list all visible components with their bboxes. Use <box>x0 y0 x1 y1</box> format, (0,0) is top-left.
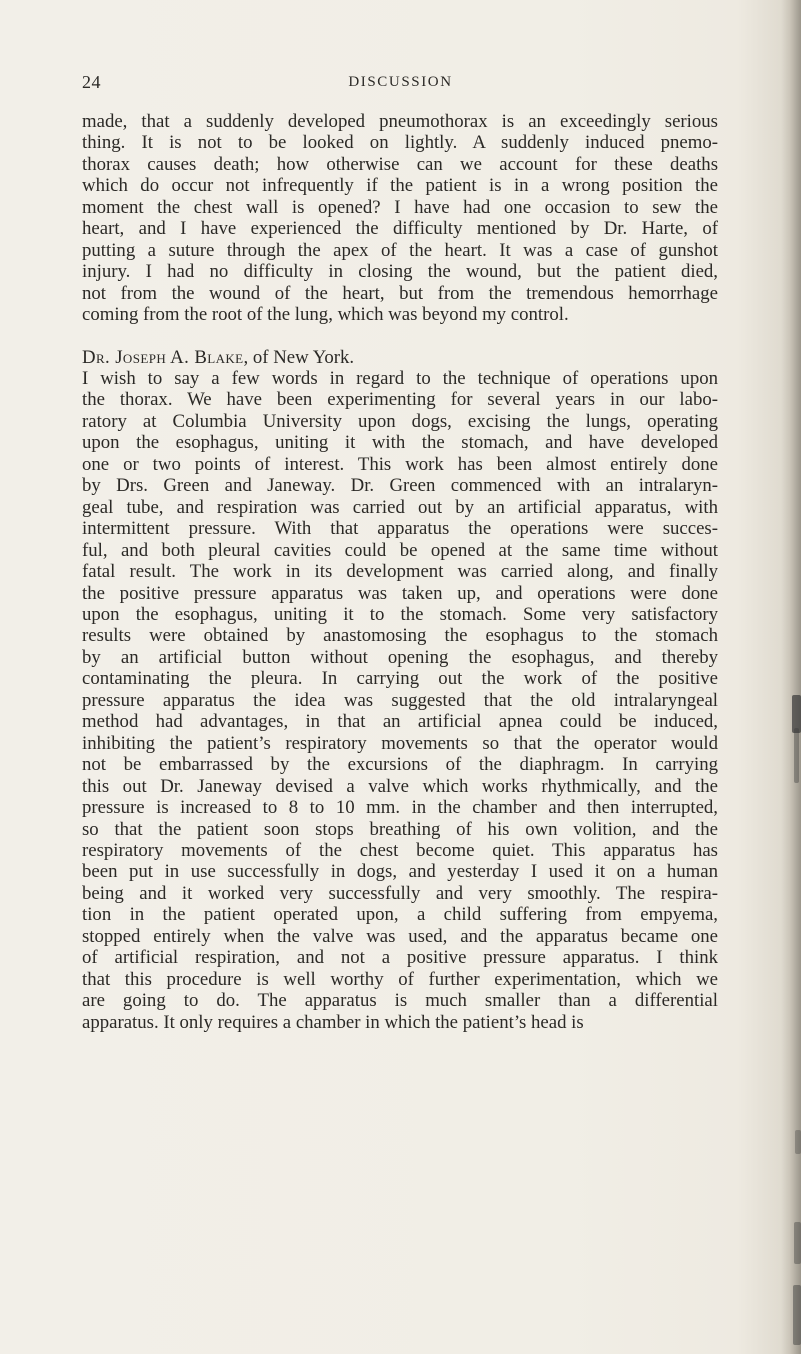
page-edge-mark <box>794 1222 801 1264</box>
page-edge-mark <box>795 1130 801 1154</box>
paragraph-gap <box>82 326 718 347</box>
text-line: apparatus. It only requires a chamber in which the patient’s head is <box>82 1011 584 1033</box>
text-line: coming from the root of the lung, which was beyond my control. <box>82 304 569 326</box>
text-line: this out Dr. Janeway devised a valve which works rhythmically, and the <box>82 775 718 797</box>
text-line: pressure is increased to 8 to 10 mm. in the chamber and then interrupted, <box>82 797 718 819</box>
text-line: tion in the patient operated upon, a child suffering from empyema, <box>82 904 718 926</box>
body-text <box>82 111 718 1033</box>
paragraph <box>82 111 718 326</box>
text-line: ratory at Columbia University upon dogs, excising the lungs, operating <box>82 410 718 432</box>
text-line: injury. I had no difficulty in closing the wound, but the patient died, <box>82 261 718 283</box>
speaker-affiliation: , of New York. <box>243 346 355 368</box>
text-line: by an artificial button without opening the esophagus, and thereby <box>82 646 718 668</box>
text-line: of artificial respiration, and not a positive pressure apparatus. I think <box>82 947 718 969</box>
text-line: the positive pressure apparatus was taken up, and operations were done <box>82 582 718 604</box>
text-line: so that the patient soon stops breathing of his own volition, and the <box>82 818 718 840</box>
paragraph <box>82 368 718 1033</box>
text-line: upon the esophagus, uniting it to the stomach. Some very satisfactory <box>82 603 718 625</box>
text-line: which do occur not infrequently if the patient is in a wrong position the <box>82 175 718 197</box>
speaker-name: Dr. Joseph A. Blake <box>82 346 244 368</box>
page-edge-mark <box>793 1285 801 1345</box>
text-line: made, that a suddenly developed pneumothorax is an exceedingly serious <box>82 111 718 132</box>
text-line: not be embarrassed by the excursions of the diaphragm. In carrying <box>82 754 718 776</box>
text-line: heart, and I have experienced the difficulty mentioned by Dr. Harte, of <box>82 218 718 240</box>
text-line: pressure apparatus the idea was suggested that the old intralaryngeal <box>82 689 718 711</box>
text-line: I wish to say a few words in regard to the technique of operations upon <box>82 367 718 389</box>
text-line: ful, and both pleural cavities could be opened at the same time without <box>82 539 718 561</box>
text-line: upon the esophagus, uniting it with the stomach, and have developed <box>82 432 718 454</box>
text-line: moment the chest wall is opened? I have had one occasion to sew the <box>82 196 718 218</box>
text-line: respiratory movements of the chest become quiet. This apparatus has <box>82 839 718 861</box>
text-line: by Drs. Green and Janeway. Dr. Green commenced with an intralaryn- <box>82 475 718 497</box>
text-line: fatal result. The work in its development was carried along, and finally <box>82 561 718 583</box>
text-line: inhibiting the patient’s respiratory movements so that the operator would <box>82 732 718 754</box>
speaker-line <box>82 347 718 368</box>
text-line: been put in use successfully in dogs, and yesterday I used it on a human <box>82 861 718 883</box>
text-line: are going to do. The apparatus is much smaller than a differential <box>82 990 718 1012</box>
text-line: method had advantages, in that an artificial apnea could be induced, <box>82 711 718 733</box>
text-line: putting a suture through the apex of the heart. It was a case of gunshot <box>82 239 718 261</box>
text-line: thorax causes death; how otherwise can we account for these deaths <box>82 153 718 175</box>
text-line: that this procedure is well worthy of further experimentation, which we <box>82 968 718 990</box>
text-line: stopped entirely when the valve was used, and the apparatus became one <box>82 925 718 947</box>
text-line: the thorax. We have been experimenting for several years in our labo- <box>82 389 718 411</box>
text-line: being and it worked very successfully and very smoothly. The respira- <box>82 882 718 904</box>
text-line: results were obtained by anastomosing the esophagus to the stomach <box>82 625 718 647</box>
text-line: contaminating the pleura. In carrying out the work of the positive <box>82 668 718 690</box>
page-number: 24 <box>82 72 101 92</box>
text-line: thing. It is not to be looked on lightly. A suddenly induced pnemo- <box>82 132 718 154</box>
text-line: intermittent pressure. With that apparatus the operations were succes- <box>82 518 718 540</box>
running-head: DISCUSSION <box>348 74 453 90</box>
text-line: not from the wound of the heart, but from the tremendous hemorrhage <box>82 282 718 304</box>
page-edge-mark <box>794 728 799 783</box>
text-line: one or two points of interest. This work has been almost entirely done <box>82 453 718 475</box>
text-line: geal tube, and respiration was carried out by an artificial apparatus, with <box>82 496 718 518</box>
